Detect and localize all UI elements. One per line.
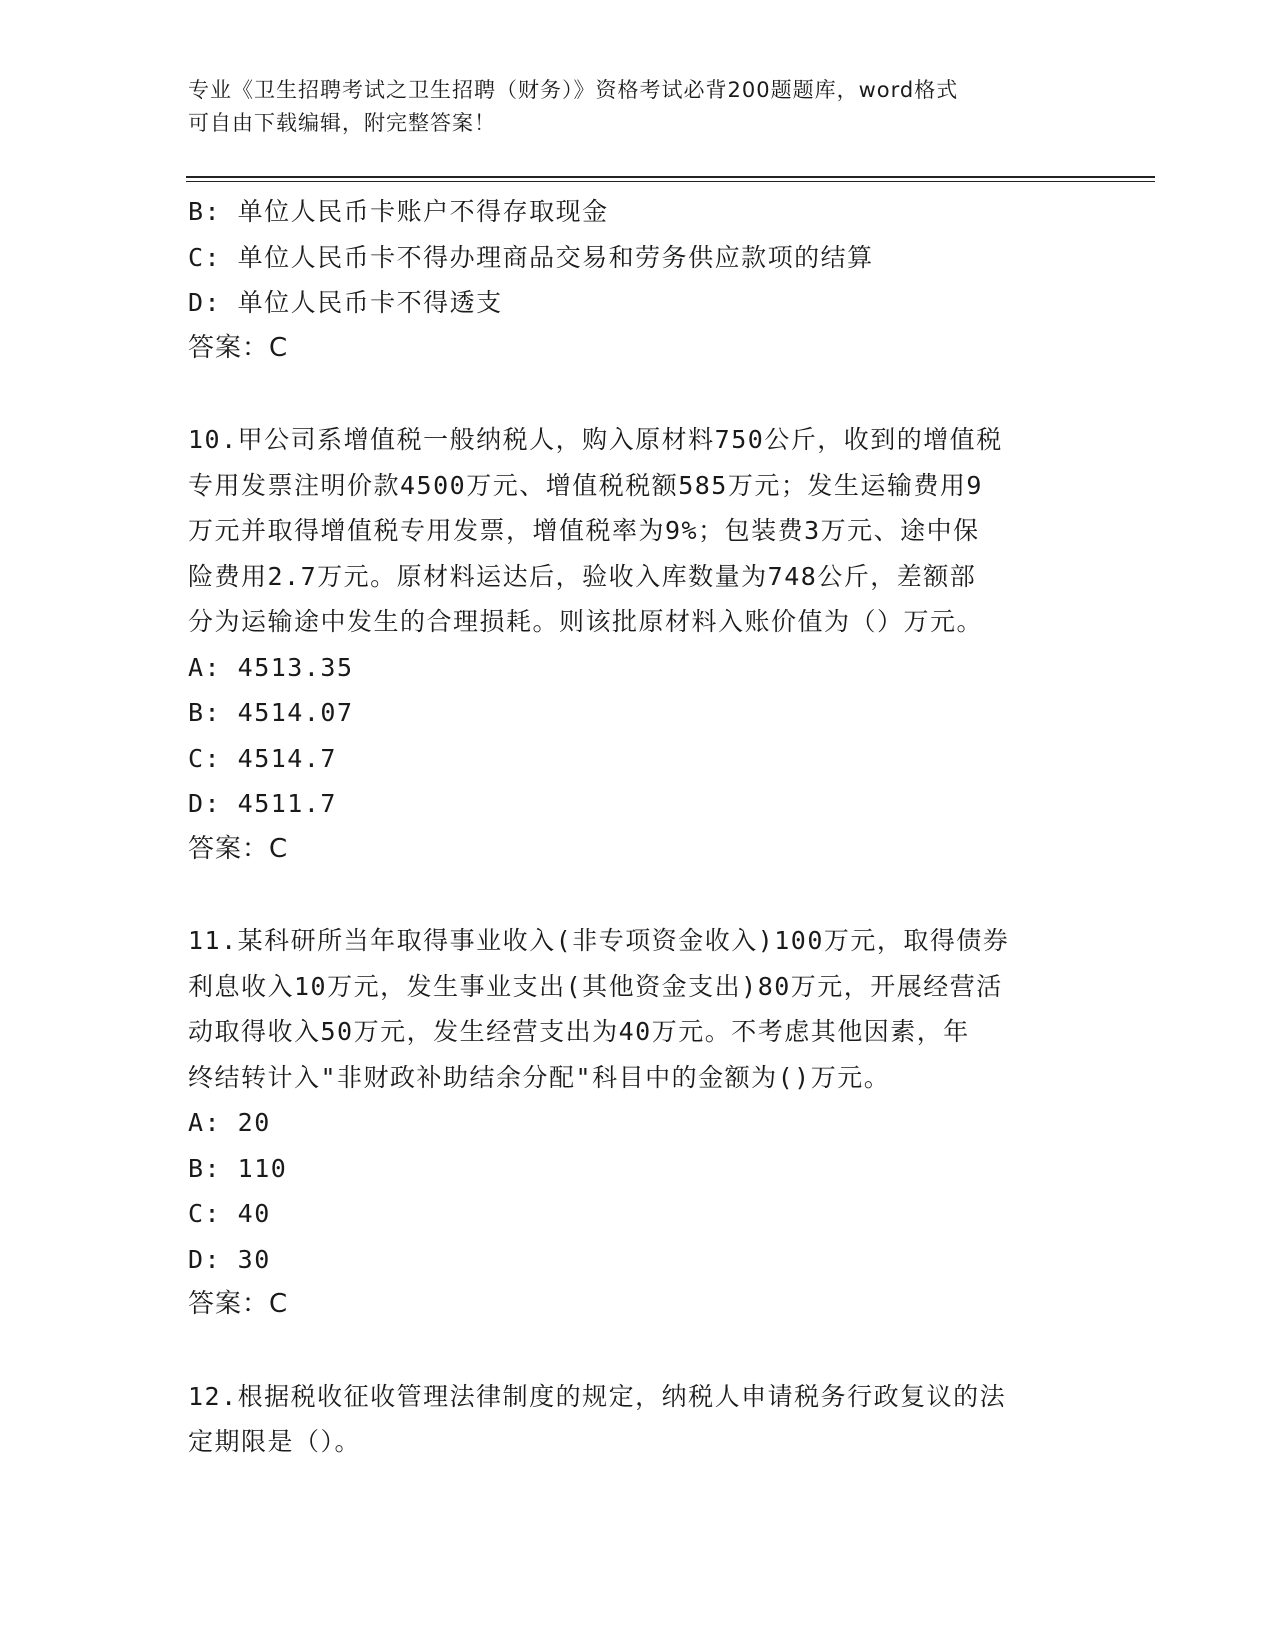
option-b: B: 单位人民币卡账户不得存取现金 <box>188 197 609 226</box>
question-11-text-line: 动取得收入50万元，发生经营支出为40万元。不考虑其他因素，年 <box>188 1017 970 1046</box>
option-c: C: 4514.7 <box>188 743 337 773</box>
question-11-text-line: 11.某科研所当年取得事业收入(非专项资金收入)100万元，取得债券 <box>188 926 1010 955</box>
question-11-block <box>188 918 1088 1328</box>
spacer <box>188 1328 1088 1374</box>
option-d: D: 单位人民币卡不得透支 <box>188 288 503 317</box>
question-12-block <box>188 1374 1088 1465</box>
option-b: B: 4514.07 <box>188 698 354 727</box>
option-a: A: 4513.35 <box>188 652 354 682</box>
answer-line: 答案：C <box>188 1289 289 1319</box>
question-10-text-line: 万元并取得增值税专用发票，增值税率为9%；包装费3万元、途中保 <box>188 516 980 545</box>
question-10-text-line: 险费用2.7万元。原材料运达后，验收入库数量为748公斤，差额部 <box>188 561 977 591</box>
answer-line: 答案：C <box>188 332 289 363</box>
question-10-text-line: 专用发票注明价款4500万元、增值税税额585万元；发生运输费用9 <box>188 470 983 500</box>
question-10-text-line: 分为运输途中发生的合理损耗。则该批原材料入账价值为（）万元。 <box>188 607 984 636</box>
option-d: D: 30 <box>188 1244 271 1274</box>
option-c: C: 单位人民币卡不得办理商品交易和劳务供应款项的结算 <box>188 242 874 272</box>
spacer <box>188 371 1088 417</box>
header-line-2: 可自由下载编辑，附完整答案！ <box>188 111 496 135</box>
option-d: D: 4511.7 <box>188 789 337 818</box>
previous-question-block <box>188 189 1088 371</box>
document-header <box>188 74 1068 140</box>
question-11-text-line: 终结转计入"非财政补助结余分配"科目中的金额为()万元。 <box>188 1062 891 1092</box>
question-12-text-line: 定期限是（）。 <box>188 1427 362 1456</box>
question-12-text-line: 12.根据税收征收管理法律制度的规定，纳税人申请税务行政复议的法 <box>188 1381 1007 1411</box>
header-divider-thin <box>186 181 1155 182</box>
question-10-block <box>188 417 1088 872</box>
option-b: B: 110 <box>188 1153 288 1183</box>
question-10-text-line: 10.甲公司系增值税一般纳税人，购入原材料750公斤，收到的增值税 <box>188 425 1003 454</box>
spacer <box>188 872 1088 918</box>
question-11-text-line: 利息收入10万元，发生事业支出(其他资金支出)80万元，开展经营活 <box>188 971 1003 1001</box>
option-c: C: 40 <box>188 1199 271 1228</box>
header-divider-thick <box>186 176 1155 178</box>
header-line-1: 专业《卫生招聘考试之卫生招聘（财务）》资格考试必背200题题库，word格式 <box>188 78 959 102</box>
option-a: A: 20 <box>188 1108 271 1137</box>
answer-line: 答案：C <box>188 833 289 864</box>
document-body <box>188 189 1088 1465</box>
